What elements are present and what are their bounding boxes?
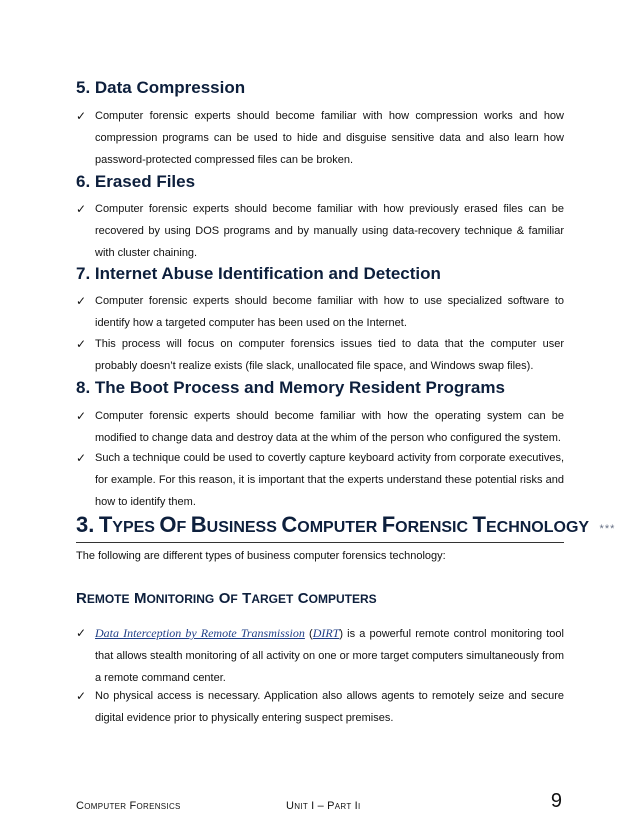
checkmark-icon: ✓ <box>76 109 87 123</box>
section-heading-boot-process: 8. The Boot Process and Memory Resident Programs <box>76 378 505 397</box>
page-number: 9 <box>550 790 562 812</box>
list-item <box>76 105 564 171</box>
dirt-description: ) is a powerful remote control monitoring tool that allows stealth monitoring of all activity on one or more target computers simultaneously from a remote command center. <box>95 628 564 684</box>
bullet-text: Computer forensic experts should become familiar with how to use specialized software to identify how a targeted computer has been used on the Internet. <box>95 295 564 329</box>
heading-word: TYPES <box>98 512 155 537</box>
bullet-text: Computer forensic experts should become familiar with how the operating system can be modified to change data and destroy data at the whim of the person who configured the system. <box>95 410 564 444</box>
bullet-text: Such a technique could be used to covertly capture keyboard activity from corporate executives, for example. For this reason, it is important that the experts understand these potential risks and how to identify them. <box>95 452 564 508</box>
intro-text: The following are different types of business computer forensics technology: <box>76 550 446 562</box>
checkmark-icon: ✓ <box>76 294 87 308</box>
checkmark-icon: ✓ <box>76 409 87 423</box>
bullet-text: Computer forensic experts should become familiar with how compression works and how compression programs can be used to hide and disguise sensitive data and also learn how password-protected compressed files can be broken. <box>95 110 564 166</box>
bullet-text: Computer forensic experts should become familiar with how previously erased files can be recovered by using DOS programs and by manually using data-recovery technique & familiar with cluster chaining. <box>95 203 564 259</box>
checkmark-icon: ✓ <box>76 626 87 640</box>
chapter-heading <box>76 512 616 543</box>
section-heading-internet-abuse: 7. Internet Abuse Identification and Detection <box>76 264 441 283</box>
heading-stars: *** <box>599 523 616 535</box>
subheading-word: REMOTE <box>76 590 130 607</box>
section-heading-erased-files: 6. Erased Files <box>76 172 196 191</box>
heading-word: FORENSIC <box>381 512 469 537</box>
heading-word: COMPUTER <box>281 512 378 537</box>
dirt-open: ( <box>304 628 313 640</box>
section-heading-data-compression: 5. Data Compression <box>76 78 246 97</box>
footer-title-text: COMPUTER FORENSICS <box>76 800 181 812</box>
footer-unit-text: UNIT I – PART II <box>286 800 361 812</box>
heading-word: BUSINESS <box>190 512 277 537</box>
list-item <box>76 198 564 264</box>
bullet-text <box>76 622 564 689</box>
bullet-text: No physical access is necessary. Application also allows agents to remotely seize and secure digital evidence prior to physically entering suspect premises. <box>95 690 564 724</box>
footer-unit <box>286 800 361 812</box>
subheading-word: TARGET <box>242 590 294 607</box>
heading-word: TECHNOLOGY <box>472 512 590 537</box>
subheading-word: MONITORING <box>133 590 215 607</box>
list-item <box>76 622 564 689</box>
list-item <box>76 685 564 729</box>
list-item <box>76 333 564 377</box>
subheading-word: COMPUTERS <box>297 590 377 607</box>
dirt-abbr-link[interactable]: DIRT <box>312 626 340 640</box>
dirt-link[interactable]: Data Interception by Remote Transmission <box>95 626 305 640</box>
subheading-word: OF <box>218 590 238 607</box>
list-item <box>76 290 564 334</box>
checkmark-icon: ✓ <box>76 451 87 465</box>
checkmark-icon: ✓ <box>76 689 87 703</box>
checkmark-icon: ✓ <box>76 337 87 351</box>
chapter-number: 3. <box>76 512 95 537</box>
list-item <box>76 447 564 513</box>
heading-word: OF <box>159 512 187 537</box>
checkmark-icon: ✓ <box>76 202 87 216</box>
bullet-text: This process will focus on computer forensics issues tied to data that the computer user probably doesn’t realize exists (file slack, unallocated file space, and Windows swap files). <box>95 338 564 372</box>
list-item <box>76 405 564 449</box>
footer-title <box>76 800 181 812</box>
subheading-remote-monitoring <box>76 590 377 608</box>
